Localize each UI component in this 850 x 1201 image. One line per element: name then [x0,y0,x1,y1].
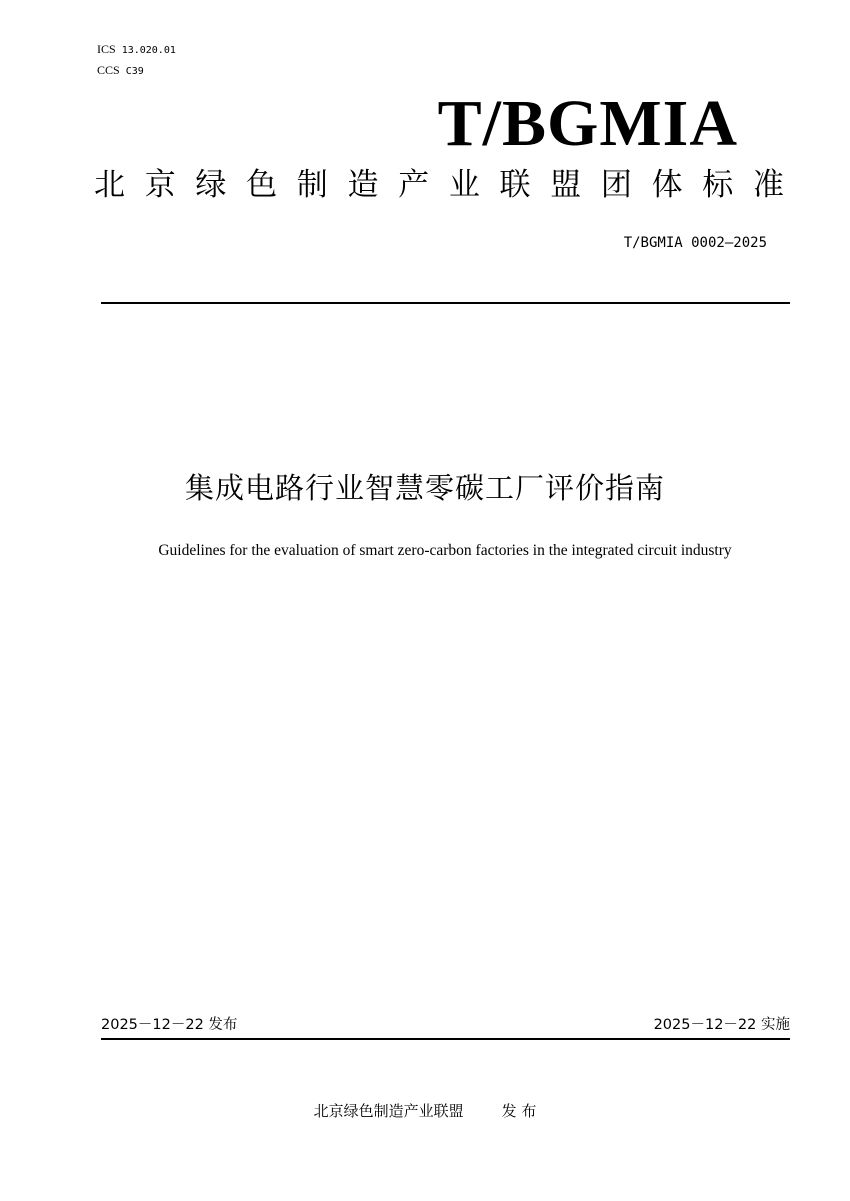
document-title-chinese: 集成电路行业智慧零碳工厂评价指南 [184,471,665,505]
standard-number: T/BGMIA 0002—2025 [623,235,767,251]
org-name-char: 盟 [550,167,582,203]
ccs-value: C39 [125,66,144,77]
document-title-english: Guidelines for the evaluation of smart zero-carbon factories in the integrated circuit industry [158,542,732,559]
ics-value: 13.020.01 [121,45,176,56]
implementation-date: 2025－12－22 实施 [653,1017,790,1033]
ccs-label: CCS [97,63,120,77]
publisher-action: 发 布 [501,1102,537,1120]
organization-code: T/BGMIA [437,87,738,160]
ccs-line [97,63,144,79]
ics-line [97,42,176,58]
publisher-name: 北京绿色制造产业联盟 [313,1102,464,1120]
org-name-char: 标 [702,167,734,203]
org-name-char: 体 [651,167,683,203]
org-name-char: 业 [448,167,480,203]
issue-date: 2025－12－22 发布 [101,1017,238,1033]
org-name-char: 准 [752,167,784,203]
org-name-char: 北 [94,167,125,203]
org-name-char: 造 [347,167,379,203]
org-name-char: 绿 [195,167,227,203]
org-name-char: 团 [600,167,632,203]
org-name-char: 联 [499,167,531,203]
org-name-char: 产 [398,167,430,203]
ics-label: ICS [97,42,116,56]
org-name-char: 色 [246,167,278,203]
organization-standard-name [94,165,784,205]
header-divider [101,302,790,304]
org-name-char: 京 [144,167,176,203]
publisher-line [0,1100,850,1122]
org-name-char: 制 [296,167,328,203]
footer-divider [101,1038,790,1040]
